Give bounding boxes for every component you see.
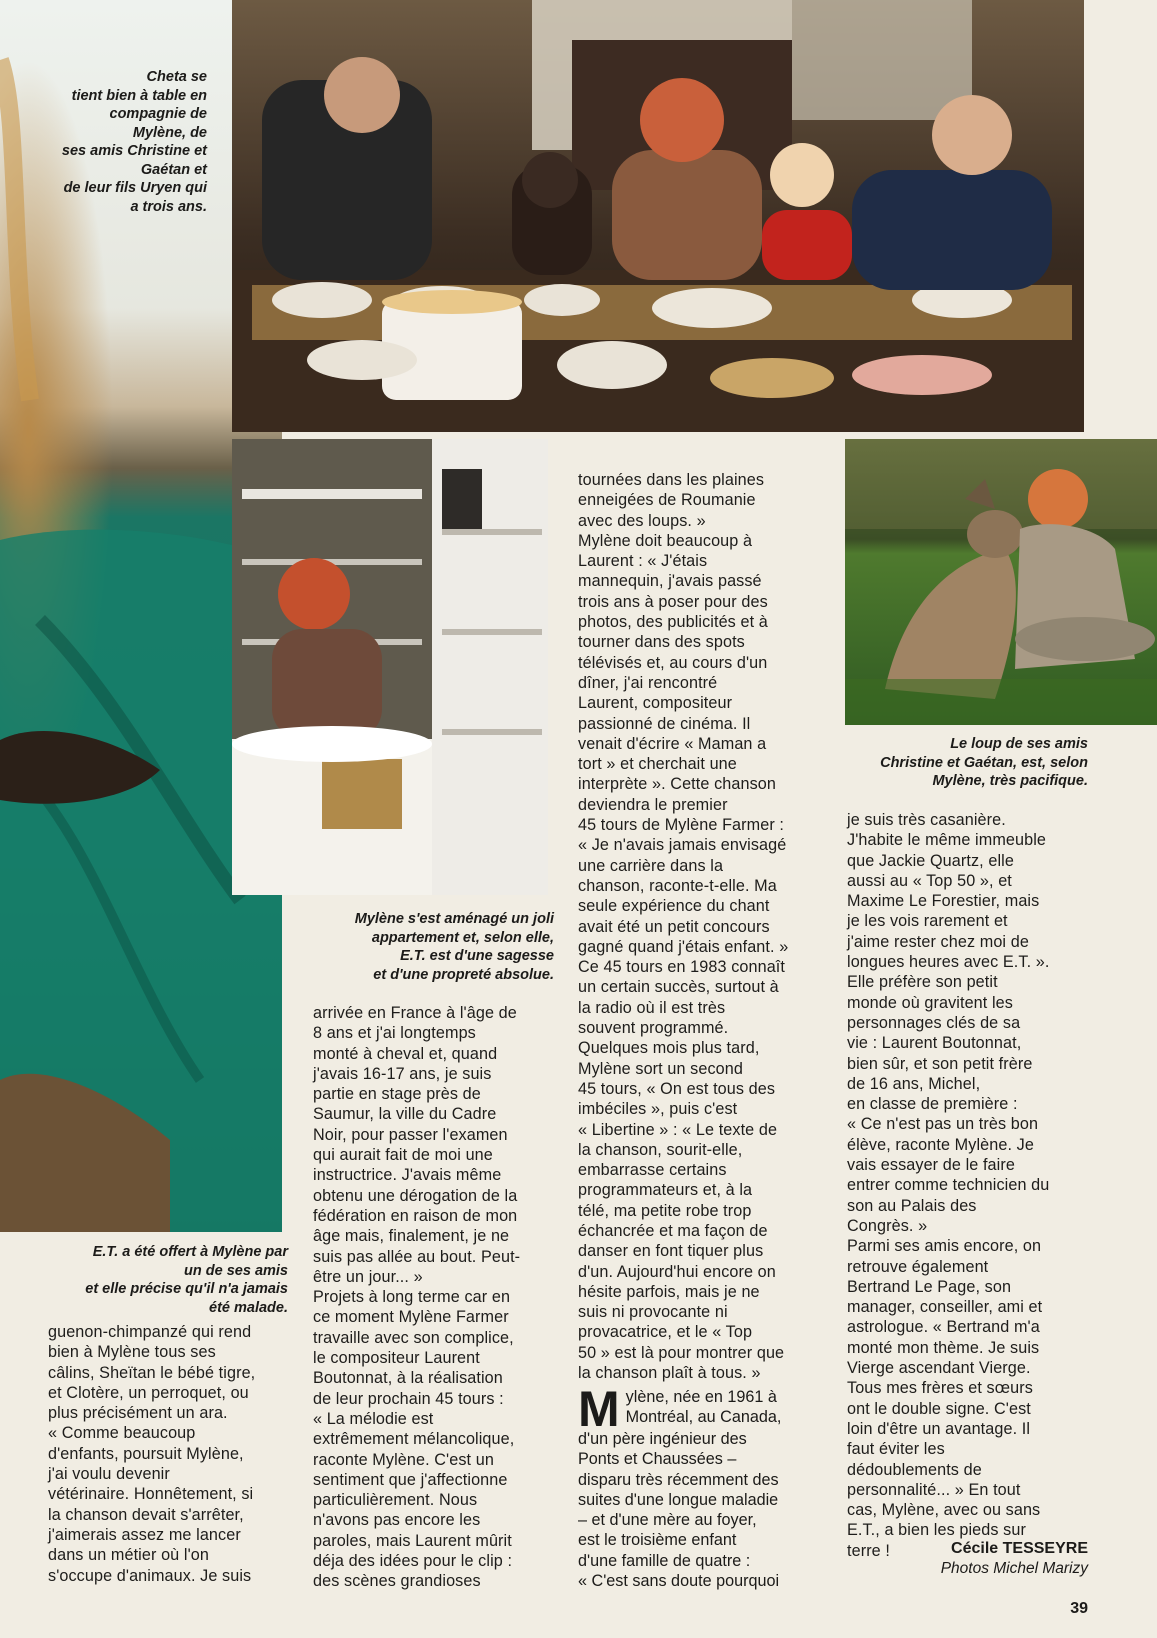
article-column-2: arrivée en France à l'âge de 8 ans et j'ai longtemps monté à cheval et, quand j'avais 16-17 ans, je suis partie en stage près de Saumur, la ville du Cadre Noir, pour passer l'examen qui aurait fait de moi une instructrice. J'avais même obtenu une dérogation de la fédération en raison de mon âge mais, finalement, je ne suis pas allée au bout. Peut- être un jour... » Projets à long terme car en ce moment Mylène Farmer travaille avec son complice, le compositeur Laurent Boutonnat, à la réalisation de leur prochain 45 tours : « La mélodie est extrêmement mélancolique, raconte Mylène. C'est un sentiment que j'affectionne particulièrement. Nous n'avons pas encore les paroles, mais Laurent mûrit déja des idées pour le clip : des scènes grandioses [313,1004,521,1591]
article-column-3-continuation: d'un père ingénieur des Ponts et Chaussées – disparu très récemment des suites d'une longue maladie – et d'une mère au foyer, est le troisième enfant d'une famille de quatre : « C'est sans doute pourquoi [578,1430,780,1591]
article-column-3-dropcap-block [578,1381,848,1591]
page-number: 39 [1070,1600,1088,1617]
caption-dinner: Cheta se tient bien à table en compagnie de Mylène, de ses amis Christine et Gaétan et de leur fils Uryen qui a trois ans. [61,69,207,215]
top-photo-art [232,0,1084,432]
caption-left-photo: E.T. a été offert à Mylène par un de ses amis et elle précise qu'il n'a jamais été malade. [85,1244,288,1316]
author-credit: Cécile TESSEYRE [951,1540,1088,1557]
wolf-photo-art [845,439,1157,725]
article-column-1: guenon-chimpanzé qui rend bien à Mylène tous ses câlins, Sheïtan le bébé tigre, et Clotère, un perroquet, ou plus précisément un ara. « Comme beaucoup d'enfants, poursuit Mylène, j'ai voulu devenir vétérinaire. Honnêtement, si la chanson devait s'arrêter, j'aimerais assez me lancer dans un métier où l'on s'occupe d'animaux. Je suis [48,1323,256,1585]
caption-apartment: Mylène s'est aménagé un joli appartement et, selon elle, E.T. est d'une sagesse et d'une propreté absolue. [354,911,554,983]
photo-credit: Photos Michel Marizy [940,1560,1088,1577]
dropcap-letter: M [578,1381,620,1437]
middle-photo-apartment [232,439,548,895]
middle-photo-art [232,439,548,895]
top-photo-family-dinner [232,0,1084,432]
article-column-3: tournées dans les plaines enneigées de Roumanie avec des loups. » Mylène doit beaucoup à Laurent : « J'étais mannequin, j'avais passé trois ans à poser pour des photos, des publicités et à tourner dans des spots télévisés et, au cours d'un dîner, j'ai rencontré Laurent, compositeur passionné de cinéma. Il venait d'écrire « Maman a tort » et cherchait une interprète ». Cette chanson deviendra le premier 45 tours de Mylène Farmer : « Je n'avais jamais envisagé une carrière dans la chanson, raconte-t-elle. Ma seule expérience du chant avait été un petit concours gagné quand j'étais enfant. » Ce 45 tours en 1983 connaît un certain succès, surtout à la radio où il est très souvent programmé. Quelques mois plus tard, Mylène sort un second 45 tours, « On est tous des imbéciles », puis c'est « Libertine » : « Le texte de la chanson, sourit-elle, embarrasse certains programmateurs et, à la télé, ma petite robe trop échancrée et ma façon de danser en font tiquer plus d'un. Aujourd'hui encore on hésite parfois, mais je ne suis ni provocante ni provacatrice, et le « Top 50 » est là pour montrer que la chanson plaît à tous. » [578,471,789,1383]
caption-wolf: Le loup de ses amis Christine et Gaétan, est, selon Mylène, très pacifique. [880,736,1088,789]
article-column-4: je suis très casanière. J'habite le même immeuble que Jackie Quartz, elle aussi au « Top 50 », et Maxime Le Forestier, mais je les vois rarement et j'aime rester chez moi de longues heures avec E.T. ». Elle préfère son petit monde où gravitent les personnages clés de sa vie : Laurent Boutonnat, bien sûr, et son petit frère de 16 ans, Michel, en classe de première : « Ce n'est pas un très bon élève, raconte Mylène. Je vais essayer de le faire entrer comme technicien du son au Palais des Congrès. » Parmi ses amis encore, on retrouve également Bertrand Le Page, son manager, conseiller, ami et astrologue. « Bertrand m'a monté mon thème. Je suis Vierge ascendant Vierge. Tous mes frères et sœurs ont le double signe. C'est loin d'être un avantage. Il faut éviter les dédoublements de personnalité... » En tout cas, Mylène, avec ou sans E.T., a bien les pieds sur terre ! [847,811,1050,1560]
dropcap-lead-text: ylène, née en 1961 à Montréal, au Canada, [625,1388,782,1427]
wolf-photo [845,439,1157,725]
